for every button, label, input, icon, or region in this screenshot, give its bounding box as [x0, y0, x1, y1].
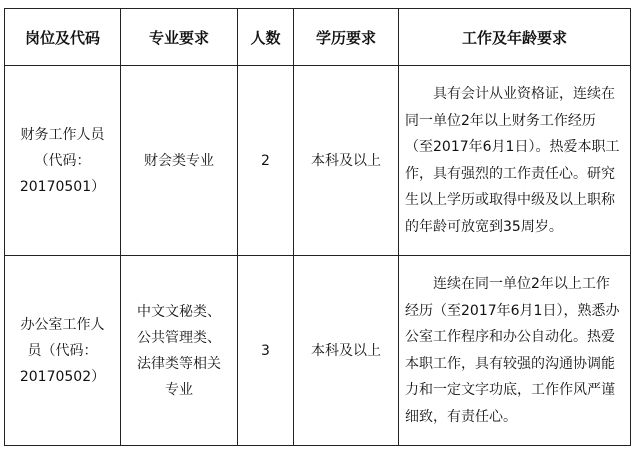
position-cell: 财务工作人员 （代码： 20170501） — [5, 66, 121, 256]
header-education: 学历要求 — [294, 9, 399, 66]
header-major: 专业要求 — [121, 9, 238, 66]
table-row — [5, 256, 631, 446]
requirement-cell: 连续在同一单位2年以上工作经历（至2017年6月1日），熟悉办公室工作程序和办公自动化。热爱本职工作，具有较强的沟通协调能力和一定文字功底，工作作风严谨细致，有责任心。 — [399, 256, 631, 446]
recruitment-table — [4, 8, 631, 446]
table-row — [5, 66, 631, 256]
count-cell: 3 — [238, 256, 294, 446]
header-count: 人数 — [238, 9, 294, 66]
education-cell: 本科及以上 — [294, 256, 399, 446]
education-cell: 本科及以上 — [294, 66, 399, 256]
major-cell: 中文文秘类、 公共管理类、 法律类等相关 专业 — [121, 256, 238, 446]
major-cell: 财会类专业 — [121, 66, 238, 256]
count-cell: 2 — [238, 66, 294, 256]
header-position: 岗位及代码 — [5, 9, 121, 66]
header-requirement: 工作及年龄要求 — [399, 9, 631, 66]
position-cell: 办公室工作人 员（代码： 20170502） — [5, 256, 121, 446]
header-row — [5, 9, 631, 66]
requirement-cell: 具有会计从业资格证，连续在同一单位2年以上财务工作经历（至2017年6月1日）。热爱本职工作，具有强烈的工作责任心。研究生以上学历或取得中级及以上职称的年龄可放宽到35周岁。 — [399, 66, 631, 256]
